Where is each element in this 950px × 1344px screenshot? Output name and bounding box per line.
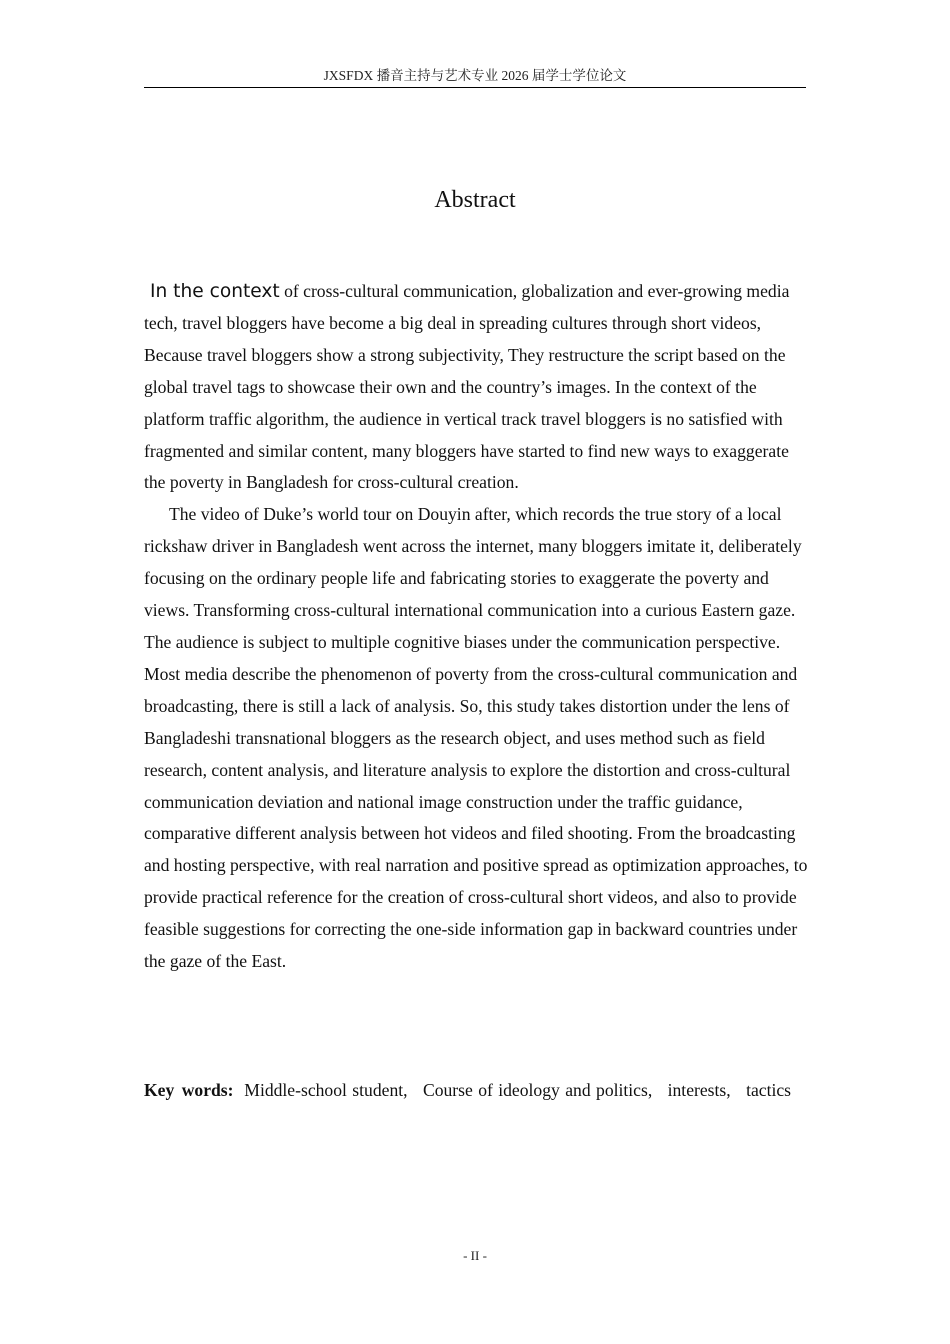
keyword-item: Middle-school student, — [244, 1080, 408, 1100]
abstract-body — [144, 276, 808, 978]
keyword-item: interests, — [667, 1080, 731, 1100]
keyword-item: Course of ideology and politics, — [422, 1080, 653, 1100]
abstract-paragraph-1 — [144, 276, 808, 499]
keywords-label: Key words: — [144, 1080, 234, 1100]
paragraph-1-lead: In the context — [150, 281, 280, 302]
running-header-title: JXSFDX 播音主持与艺术专业 2026 届学士学位论文 — [323, 68, 627, 83]
keyword-item: tactics — [746, 1080, 792, 1100]
page-number: - II - — [463, 1248, 487, 1263]
abstract-paragraph-2: The video of Duke’s world tour on Douyin after, which records the true story of a local rickshaw driver in Bangladesh went across the internet, many bloggers imitate it, deliberately focusing on the ordinary people life and fabricating stories to exaggerate the poverty and views. Transforming cross-cultural international communication into a curious Eastern gaze. The audience is subject to multiple cognitive biases under the communication perspective. Most media describe the phenomenon of poverty from the cross-cultural communication and broadcasting, there is still a lack of analysis. So, this study takes distortion under the lens of Bangladeshi transnational bloggers as the research object, and uses method such as field research, content analysis, and literature analysis to explore the distortion and cross-cultural communication deviation and national image construction under the traffic guidance, comparative different analysis between hot videos and filed shooting. From the broadcasting and hosting perspective, with real narration and positive spread as optimization approaches, to provide practical reference for the creation of cross-cultural short videos, and also to provide feasible suggestions for correcting the one-side information gap in backward countries under the gaze of the East. — [144, 504, 808, 972]
keywords-line — [144, 1074, 808, 1106]
running-header — [144, 66, 806, 88]
paragraph-1-text: of cross-cultural communication, globalization and ever-growing media tech, travel bloggers have become a big deal in spreading cultures through short videos, Because travel bloggers show a strong subjectivity, They restructure the script based on the global travel tags to showcase their own and the country’s images. In the context of the platform traffic algorithm, the audience in vertical track travel bloggers is no satisfied with fragmented and similar content, many bloggers have started to find new ways to exaggerate the poverty in Bangladesh for cross-cultural creation. — [144, 281, 790, 493]
abstract-title: Abstract — [434, 187, 516, 213]
